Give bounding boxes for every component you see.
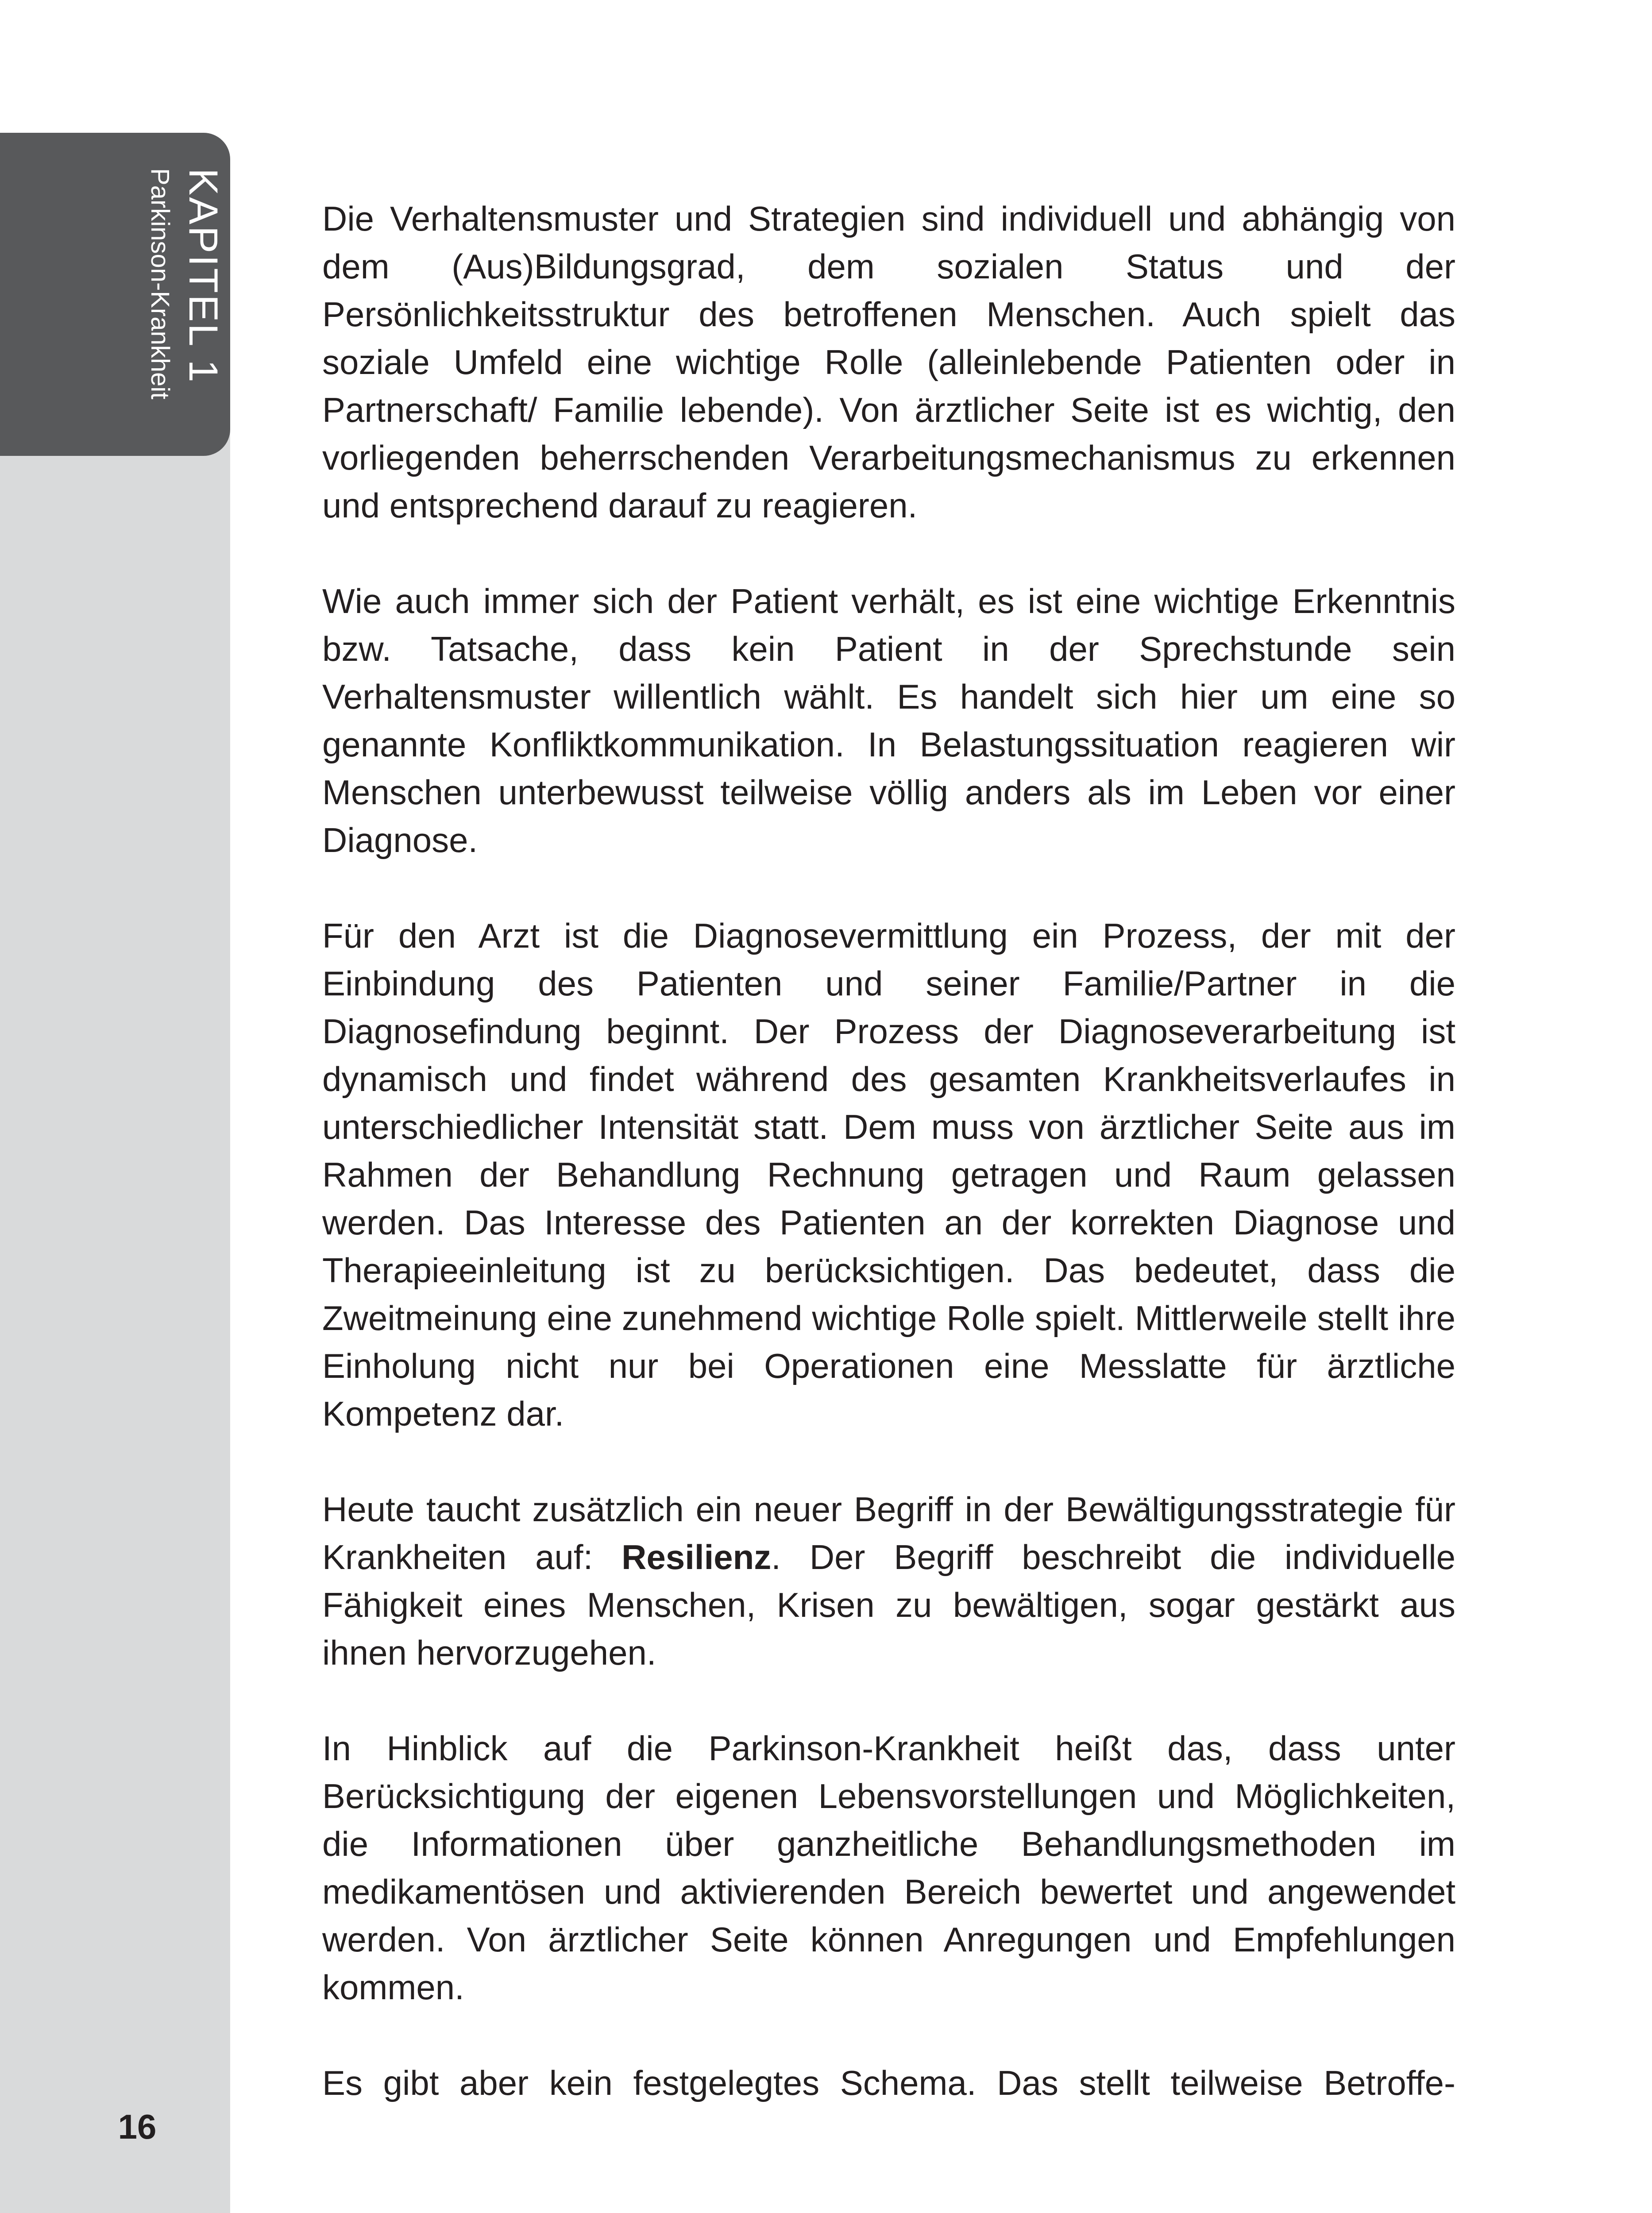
chapter-label — [141, 168, 228, 399]
chapter-title: KAPITEL 1 — [181, 168, 226, 384]
paragraph-2: Wie auch immer sich der Patient verhält, es ist eine wichtige Erkenntnis bzw. Tatsache, dass kein Patient in der Sprechstunde sein Verhaltensmuster willentlich wählt. Es handelt sich hier um eine so genannte Konfliktkommunikation. In Belastungssituation reagieren wir Menschen unterbewusst teilweise völlig anders als im Leben vor einer Diagnose. — [322, 582, 1455, 860]
paragraph-5: In Hinblick auf die Parkinson-Krankheit heißt das, dass unter Berücksichtigung der eigenen Lebensvorstellungen und Möglichkeiten, die Informationen über ganzheitliche Behandlungsmethoden im medikamentösen und aktivierenden Bereich bewertet und angewendet werden. Von ärztlicher Seite können Anregungen und Empfehlungen kommen. — [322, 1729, 1455, 2007]
paragraph-3: Für den Arzt ist die Diagnosevermittlung ein Prozess, der mit der Einbindung des Patienten und seiner Familie/Partner in die Diagnosefindung beginnt. Der Prozess der Diagnoseverarbeitung ist dynamisch und findet während des gesamten Krankheitsverlaufes in unterschiedlicher Intensität statt. Dem muss von ärztlicher Seite aus im Rahmen der Behandlung Rechnung getragen und Raum gelassen werden. Das Interesse des Patienten an der korrekten Diagnose und Therapieeinleitung ist zu berücksichtigen. Das bedeutet, dass die Zweitmeinung eine zunehmend wichtige Rolle spielt. Mittlerweile stellt ihre Einholung nicht nur bei Operationen eine Messlatte für ärztliche Kompetenz dar. — [322, 916, 1455, 1433]
bold-term-resilienz: Resilienz — [621, 1538, 772, 1577]
body-text — [322, 195, 1455, 2107]
paragraph-1: Die Verhaltensmuster und Strategien sind individuell und abhängig von dem (Aus)Bildungsgrad, dem sozialen Status und der Persönlichkeitsstruktur des betroffenen Menschen. Auch spielt das soziale Umfeld eine wichtige Rolle (alleinlebende Patienten oder in Partnerschaft/ Familie lebende). Von ärztlicher Seite ist es wichtig, den vorliegenden beherrschenden Verarbeitungsmechanismus zu erkennen und entsprechend darauf zu reagieren. — [322, 199, 1455, 525]
paragraph-4-text-end: . Der Begriff beschreibt die individuelle Fähigkeit eines Menschen, Krisen zu bewältigen, sogar gestärkt aus ihnen hervorzugehen. — [322, 1538, 1455, 1672]
chapter-subtitle: Parkinson-Krankheit — [146, 168, 174, 400]
paragraph-6: Es gibt aber kein festgelegtes Schema. Das stellt teilweise Betroffe- — [322, 2063, 1455, 2102]
paragraph-4 — [322, 1485, 1455, 1677]
paragraph-4-text-start: Heute taucht zusätzlich ein neuer Begriff in der Bewältigungsstrategie für Krankheiten auf: — [322, 1490, 1455, 1577]
page-number: 16 — [118, 2107, 157, 2146]
